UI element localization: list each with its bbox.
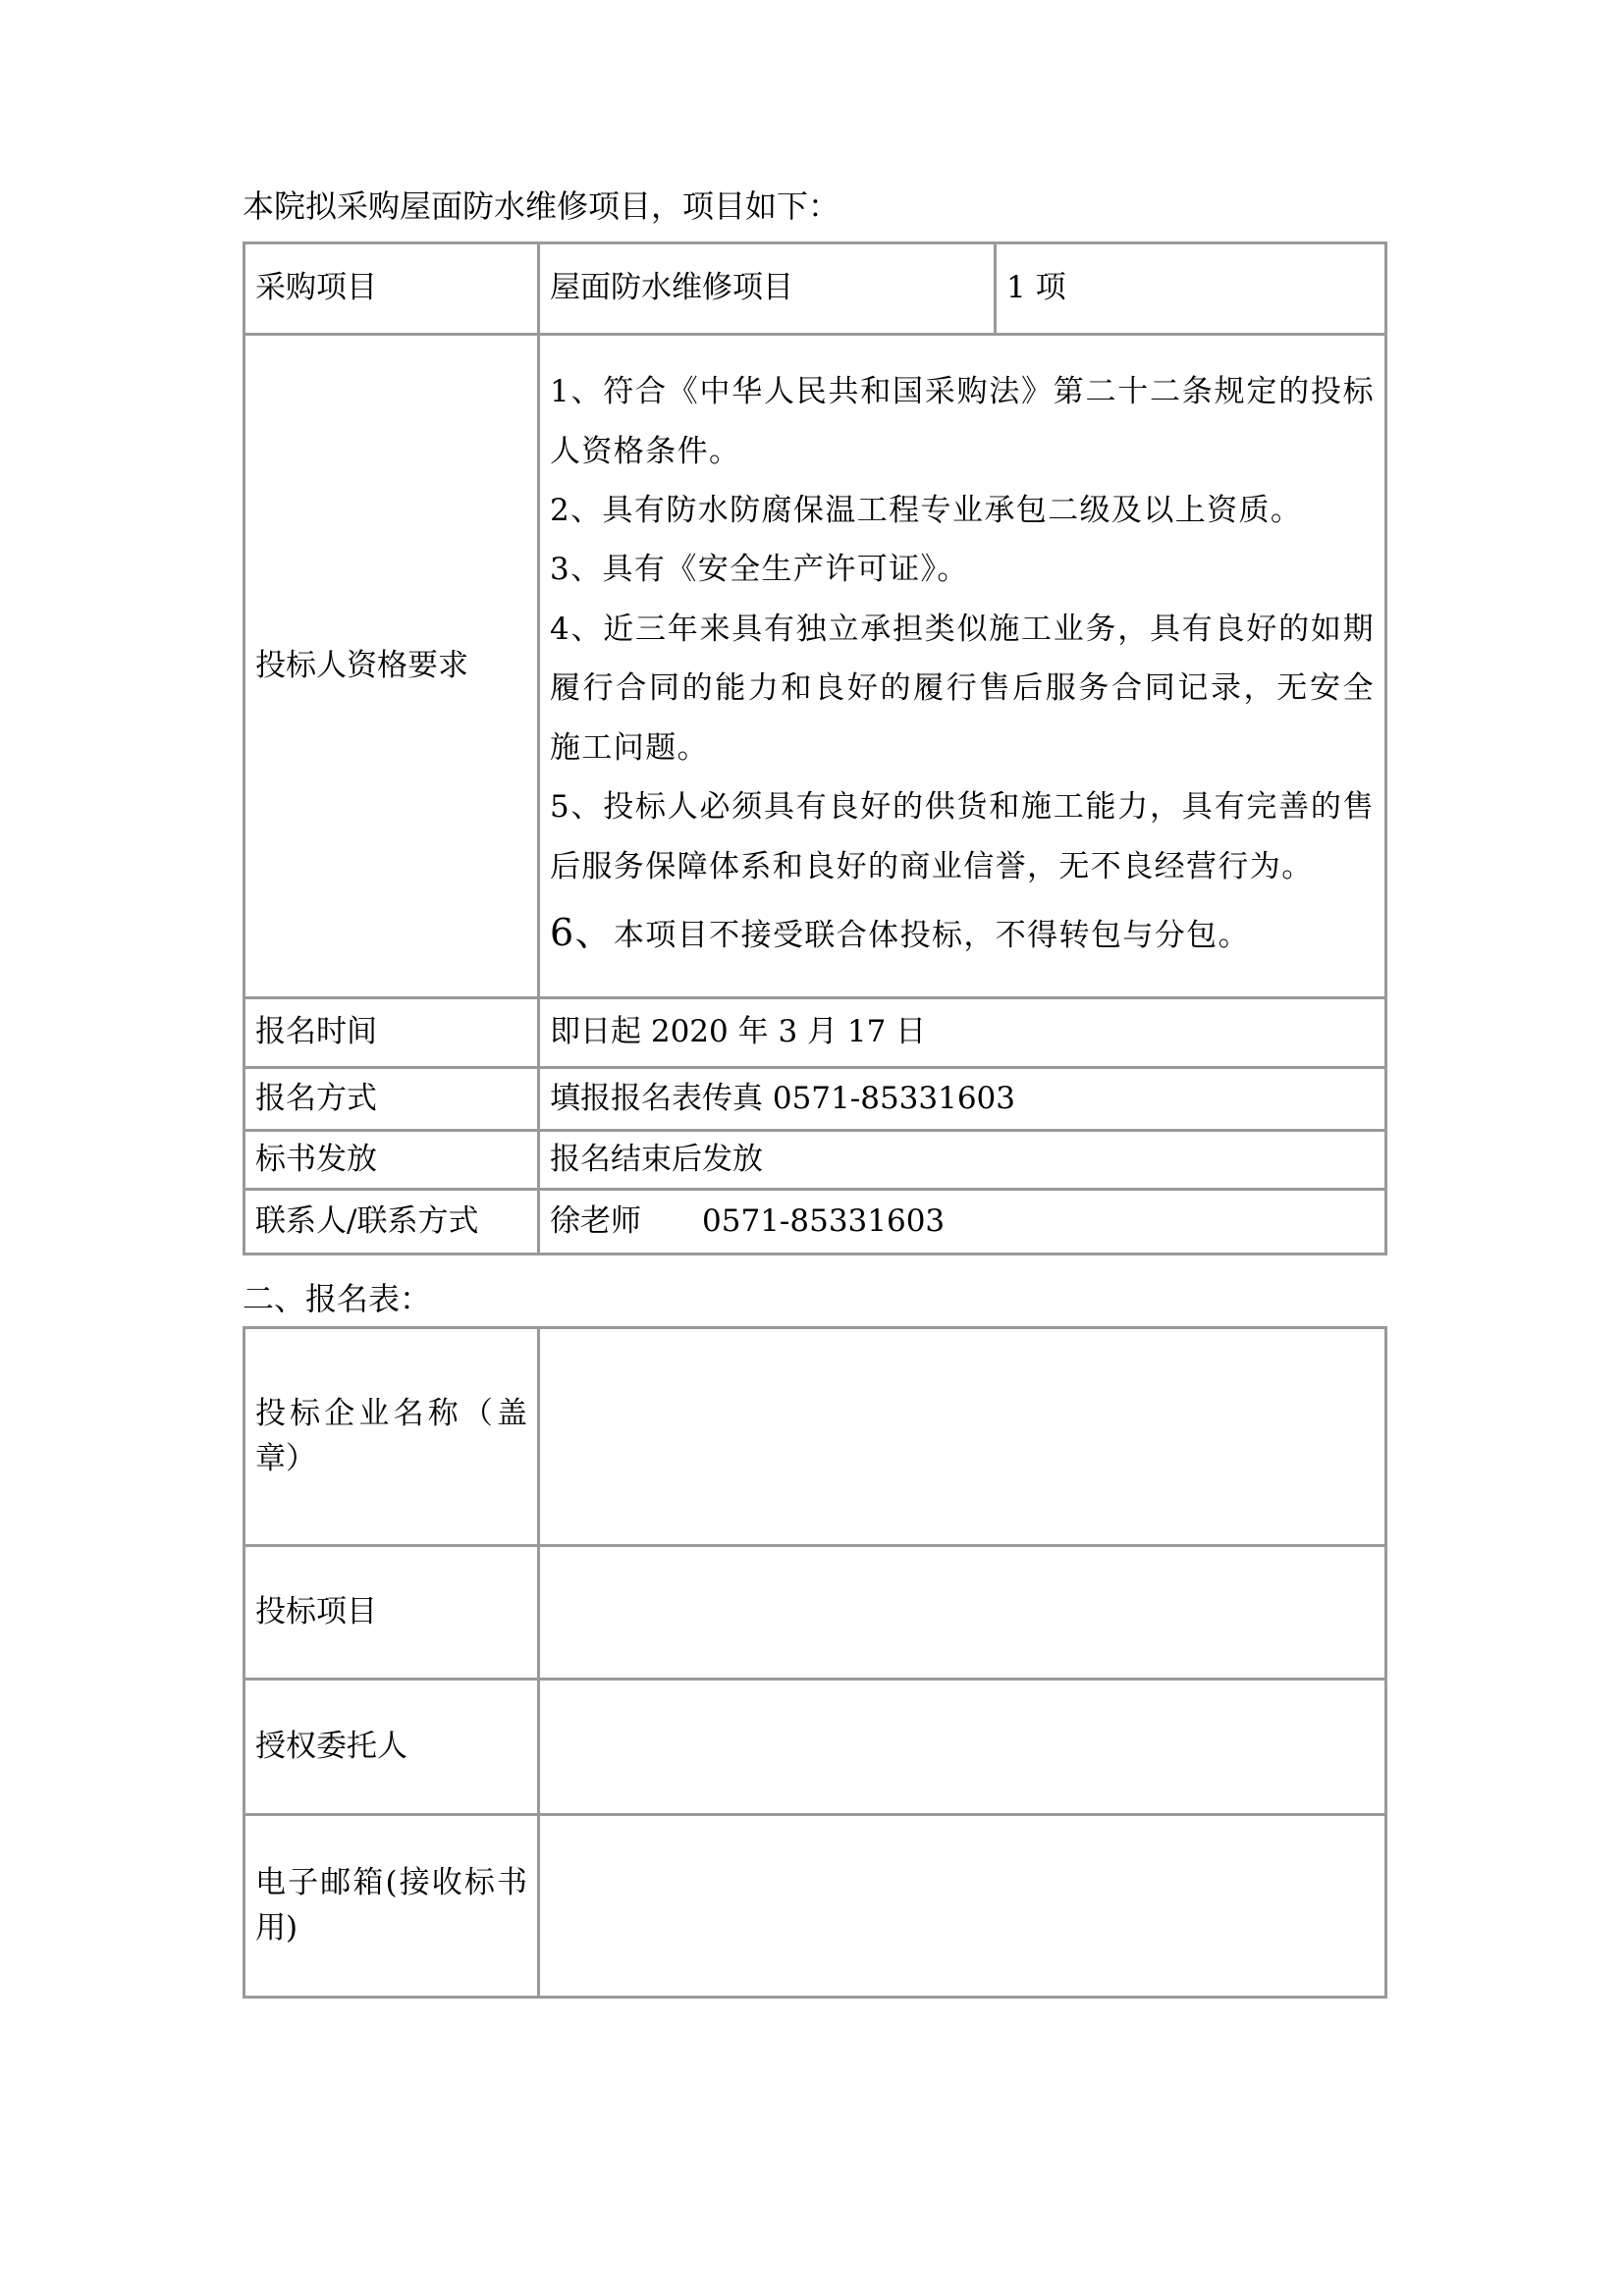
procurement-table	[243, 241, 1387, 1255]
qualification-item	[550, 540, 1375, 599]
qualification-item-number: 2、	[550, 492, 603, 528]
table-row	[244, 1545, 1386, 1679]
qualification-label: 投标人资格要求	[244, 334, 539, 997]
signup-time-value: 即日起 2020 年 3 月 17 日	[539, 997, 1386, 1067]
bid-project-label: 投标项目	[244, 1545, 539, 1679]
contact-label: 联系人/联系方式	[244, 1189, 539, 1254]
email-label: 电子邮箱(接收标书用)	[244, 1814, 539, 1997]
qualification-item-text: 具有防水防腐保温工程专业承包二级及以上资质。	[602, 492, 1303, 528]
qualification-content	[539, 334, 1386, 997]
qualification-item-number: 4、	[550, 611, 604, 647]
procurement-item-label: 采购项目	[244, 242, 539, 334]
qualification-item-text: 具有《安全生产许可证》。	[602, 552, 969, 588]
bid-project-value-cell	[539, 1545, 1386, 1679]
authorized-agent-label: 授权委托人	[244, 1679, 539, 1814]
qualification-item-number: 3、	[550, 552, 603, 588]
table-row	[244, 1189, 1386, 1254]
signup-method-value: 填报报名表传真 0571-85331603	[539, 1067, 1386, 1130]
bid-doc-release-label: 标书发放	[244, 1130, 539, 1189]
qualification-item	[550, 362, 1375, 481]
signup-time-label: 报名时间	[244, 997, 539, 1067]
qualification-item-text: 符合《中华人民共和国采购法》第二十二条规定的投标人资格条件。	[550, 374, 1375, 469]
company-name-label: 投标企业名称（盖章）	[244, 1327, 539, 1545]
table-row	[244, 1130, 1386, 1189]
email-value-cell	[539, 1814, 1386, 1997]
table-row	[244, 1814, 1386, 1997]
table-row	[244, 1067, 1386, 1130]
qualification-item-text: 投标人必须具有良好的供货和施工能力，具有完善的售后服务保障体系和良好的商业信誉，无不良经营行为。	[550, 789, 1375, 884]
authorized-agent-value-cell	[539, 1679, 1386, 1814]
table-row	[244, 997, 1386, 1067]
procurement-item-value: 屋面防水维修项目	[539, 242, 996, 334]
table-row	[244, 1327, 1386, 1545]
table-row	[244, 1679, 1386, 1814]
qualification-item	[550, 777, 1375, 896]
qualification-item-text: 近三年来具有独立承担类似施工业务，具有良好的如期履行合同的能力和良好的履行售后服务合同记录，无安全施工问题。	[550, 611, 1375, 766]
qualification-item-text: 本项目不接受联合体投标，不得转包与分包。	[613, 918, 1250, 954]
qualification-item	[550, 600, 1375, 777]
table-row	[244, 334, 1386, 997]
section-heading: 二、报名表：	[243, 1279, 432, 1317]
qualification-item-number: 5、	[550, 789, 604, 826]
procurement-item-quantity: 1 项	[996, 242, 1386, 334]
bid-doc-release-value: 报名结束后发放	[539, 1130, 1386, 1189]
signup-method-label: 报名方式	[244, 1067, 539, 1130]
page-title: 本院拟采购屋面防水维修项目，项目如下：	[243, 187, 840, 225]
qualification-item	[550, 481, 1375, 540]
company-name-value-cell	[539, 1327, 1386, 1545]
qualification-item	[550, 896, 1375, 969]
contact-value: 徐老师 0571-85331603	[539, 1189, 1386, 1254]
qualification-item-number: 6、	[550, 911, 614, 955]
signup-table	[243, 1326, 1387, 1999]
table-row	[244, 242, 1386, 334]
qualification-item-number: 1、	[550, 374, 604, 410]
